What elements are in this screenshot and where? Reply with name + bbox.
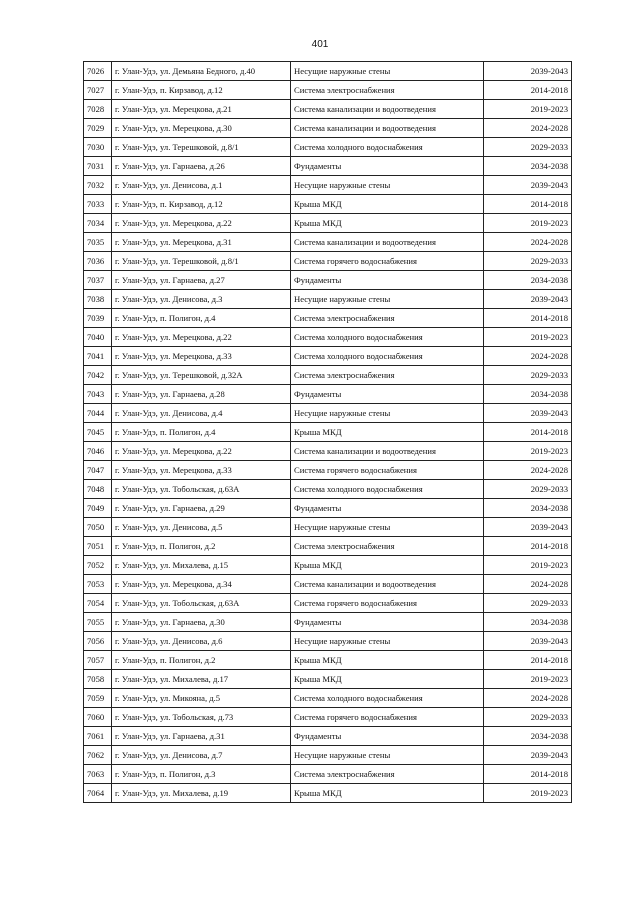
address-cell: г. Улан-Удэ, ул. Терешковой, д.8/1 [112,252,291,271]
address-cell: г. Улан-Удэ, п. Полигон, д.4 [112,423,291,442]
system-cell: Система холодного водоснабжения [291,480,484,499]
system-cell: Система холодного водоснабжения [291,689,484,708]
period-cell: 2014-2018 [484,651,572,670]
address-cell: г. Улан-Удэ, ул. Михалева, д.17 [112,670,291,689]
system-cell: Фундаменты [291,271,484,290]
period-cell: 2039-2043 [484,62,572,81]
row-number-cell: 7058 [84,670,112,689]
address-cell: г. Улан-Удэ, ул. Гарнаева, д.29 [112,499,291,518]
period-cell: 2034-2038 [484,157,572,176]
table-row [84,670,572,689]
row-number-cell: 7038 [84,290,112,309]
period-cell: 2024-2028 [484,233,572,252]
period-cell: 2039-2043 [484,746,572,765]
period-cell: 2019-2023 [484,328,572,347]
row-number-cell: 7056 [84,632,112,651]
address-cell: г. Улан-Удэ, ул. Мерецкова, д.33 [112,347,291,366]
period-cell: 2024-2028 [484,347,572,366]
row-number-cell: 7026 [84,62,112,81]
period-cell: 2014-2018 [484,765,572,784]
page-number: 401 [311,39,329,50]
period-cell: 2039-2043 [484,632,572,651]
system-cell: Система электроснабжения [291,366,484,385]
address-cell: г. Улан-Удэ, ул. Микояна, д.5 [112,689,291,708]
address-cell: г. Улан-Удэ, ул. Тобольская, д.63А [112,480,291,499]
table-row [84,290,572,309]
system-cell: Система канализации и водоотведения [291,575,484,594]
system-cell: Фундаменты [291,385,484,404]
table-row [84,233,572,252]
period-cell: 2024-2028 [484,575,572,594]
row-number-cell: 7039 [84,309,112,328]
period-cell: 2014-2018 [484,195,572,214]
table-row [84,157,572,176]
system-cell: Фундаменты [291,157,484,176]
period-cell: 2039-2043 [484,404,572,423]
table-row [84,62,572,81]
row-number-cell: 7053 [84,575,112,594]
system-cell: Фундаменты [291,613,484,632]
period-cell: 2014-2018 [484,537,572,556]
table-row [84,537,572,556]
address-cell: г. Улан-Удэ, ул. Мерецкова, д.31 [112,233,291,252]
period-cell: 2019-2023 [484,556,572,575]
table-row [84,689,572,708]
system-cell: Система канализации и водоотведения [291,100,484,119]
period-cell: 2014-2018 [484,81,572,100]
row-number-cell: 7029 [84,119,112,138]
address-cell: г. Улан-Удэ, ул. Мерецкова, д.22 [112,442,291,461]
system-cell: Система канализации и водоотведения [291,233,484,252]
system-cell: Система горячего водоснабжения [291,252,484,271]
period-cell: 2029-2033 [484,480,572,499]
address-cell: г. Улан-Удэ, п. Кирзавод, д.12 [112,195,291,214]
table-row [84,765,572,784]
address-cell: г. Улан-Удэ, п. Полигон, д.4 [112,309,291,328]
address-cell: г. Улан-Удэ, ул. Мерецкова, д.33 [112,461,291,480]
row-number-cell: 7061 [84,727,112,746]
period-cell: 2034-2038 [484,613,572,632]
registry-table [83,61,572,803]
table-row [84,632,572,651]
period-cell: 2019-2023 [484,784,572,803]
system-cell: Крыша МКД [291,556,484,575]
period-cell: 2019-2023 [484,214,572,233]
table-row [84,442,572,461]
row-number-cell: 7041 [84,347,112,366]
address-cell: г. Улан-Удэ, ул. Гарнаева, д.26 [112,157,291,176]
period-cell: 2019-2023 [484,670,572,689]
address-cell: г. Улан-Удэ, ул. Денисова, д.3 [112,290,291,309]
period-cell: 2034-2038 [484,499,572,518]
address-cell: г. Улан-Удэ, ул. Мерецкова, д.22 [112,328,291,347]
row-number-cell: 7044 [84,404,112,423]
system-cell: Система горячего водоснабжения [291,461,484,480]
row-number-cell: 7040 [84,328,112,347]
system-cell: Несущие наружные стены [291,746,484,765]
table-row [84,613,572,632]
row-number-cell: 7052 [84,556,112,575]
row-number-cell: 7034 [84,214,112,233]
system-cell: Несущие наружные стены [291,518,484,537]
system-cell: Система холодного водоснабжения [291,347,484,366]
system-cell: Крыша МКД [291,423,484,442]
address-cell: г. Улан-Удэ, ул. Денисова, д.5 [112,518,291,537]
period-cell: 2019-2023 [484,442,572,461]
table-row [84,556,572,575]
row-number-cell: 7028 [84,100,112,119]
row-number-cell: 7054 [84,594,112,613]
table-row [84,708,572,727]
address-cell: г. Улан-Удэ, ул. Михалева, д.19 [112,784,291,803]
address-cell: г. Улан-Удэ, ул. Михалева, д.15 [112,556,291,575]
table-row [84,423,572,442]
period-cell: 2039-2043 [484,290,572,309]
period-cell: 2029-2033 [484,708,572,727]
period-cell: 2039-2043 [484,518,572,537]
address-cell: г. Улан-Удэ, ул. Тобольская, д.73 [112,708,291,727]
address-cell: г. Улан-Удэ, п. Полигон, д.2 [112,537,291,556]
table-row [84,81,572,100]
row-number-cell: 7042 [84,366,112,385]
system-cell: Несущие наружные стены [291,632,484,651]
period-cell: 2034-2038 [484,727,572,746]
system-cell: Система горячего водоснабжения [291,594,484,613]
row-number-cell: 7062 [84,746,112,765]
address-cell: г. Улан-Удэ, ул. Денисова, д.7 [112,746,291,765]
table-row [84,309,572,328]
period-cell: 2029-2033 [484,138,572,157]
address-cell: г. Улан-Удэ, п. Полигон, д.2 [112,651,291,670]
row-number-cell: 7059 [84,689,112,708]
row-number-cell: 7030 [84,138,112,157]
table-row [84,651,572,670]
table-row [84,480,572,499]
address-cell: г. Улан-Удэ, ул. Гарнаева, д.30 [112,613,291,632]
table-row [84,385,572,404]
system-cell: Система холодного водоснабжения [291,328,484,347]
registry-table-body [84,62,572,803]
address-cell: г. Улан-Удэ, ул. Гарнаева, д.28 [112,385,291,404]
row-number-cell: 7051 [84,537,112,556]
row-number-cell: 7063 [84,765,112,784]
row-number-cell: 7036 [84,252,112,271]
table-row [84,176,572,195]
period-cell: 2014-2018 [484,423,572,442]
system-cell: Крыша МКД [291,195,484,214]
system-cell: Крыша МКД [291,651,484,670]
row-number-cell: 7049 [84,499,112,518]
table-row [84,328,572,347]
system-cell: Система электроснабжения [291,537,484,556]
address-cell: г. Улан-Удэ, ул. Мерецкова, д.22 [112,214,291,233]
system-cell: Система канализации и водоотведения [291,119,484,138]
row-number-cell: 7043 [84,385,112,404]
row-number-cell: 7031 [84,157,112,176]
system-cell: Фундаменты [291,499,484,518]
row-number-cell: 7047 [84,461,112,480]
address-cell: г. Улан-Удэ, ул. Денисова, д.1 [112,176,291,195]
row-number-cell: 7046 [84,442,112,461]
table-row [84,784,572,803]
address-cell: г. Улан-Удэ, ул. Терешковой, д.32А [112,366,291,385]
address-cell: г. Улан-Удэ, ул. Мерецкова, д.21 [112,100,291,119]
table-row [84,214,572,233]
table-row [84,252,572,271]
system-cell: Фундаменты [291,727,484,746]
address-cell: г. Улан-Удэ, п. Полигон, д.3 [112,765,291,784]
period-cell: 2019-2023 [484,100,572,119]
table-row [84,271,572,290]
row-number-cell: 7045 [84,423,112,442]
row-number-cell: 7064 [84,784,112,803]
row-number-cell: 7050 [84,518,112,537]
table-row [84,138,572,157]
period-cell: 2029-2033 [484,252,572,271]
row-number-cell: 7055 [84,613,112,632]
row-number-cell: 7033 [84,195,112,214]
system-cell: Несущие наружные стены [291,290,484,309]
period-cell: 2039-2043 [484,176,572,195]
table-row [84,366,572,385]
table-row [84,461,572,480]
row-number-cell: 7048 [84,480,112,499]
table-row [84,119,572,138]
period-cell: 2024-2028 [484,461,572,480]
system-cell: Несущие наружные стены [291,404,484,423]
table-row [84,575,572,594]
table-row [84,404,572,423]
row-number-cell: 7037 [84,271,112,290]
table-row [84,100,572,119]
address-cell: г. Улан-Удэ, ул. Мерецкова, д.30 [112,119,291,138]
table-row [84,727,572,746]
row-number-cell: 7060 [84,708,112,727]
period-cell: 2034-2038 [484,271,572,290]
period-cell: 2014-2018 [484,309,572,328]
row-number-cell: 7035 [84,233,112,252]
period-cell: 2034-2038 [484,385,572,404]
system-cell: Крыша МКД [291,214,484,233]
address-cell: г. Улан-Удэ, ул. Терешковой, д.8/1 [112,138,291,157]
row-number-cell: 7032 [84,176,112,195]
row-number-cell: 7057 [84,651,112,670]
address-cell: г. Улан-Удэ, ул. Мерецкова, д.34 [112,575,291,594]
system-cell: Система электроснабжения [291,81,484,100]
address-cell: г. Улан-Удэ, ул. Денисова, д.4 [112,404,291,423]
system-cell: Крыша МКД [291,784,484,803]
period-cell: 2029-2033 [484,594,572,613]
address-cell: г. Улан-Удэ, ул. Гарнаева, д.31 [112,727,291,746]
address-cell: г. Улан-Удэ, ул. Демьяна Бедного, д.40 [112,62,291,81]
table-row [84,195,572,214]
system-cell: Несущие наружные стены [291,62,484,81]
period-cell: 2024-2028 [484,689,572,708]
system-cell: Крыша МКД [291,670,484,689]
system-cell: Система электроснабжения [291,765,484,784]
period-cell: 2024-2028 [484,119,572,138]
period-cell: 2029-2033 [484,366,572,385]
system-cell: Система горячего водоснабжения [291,708,484,727]
system-cell: Система канализации и водоотведения [291,442,484,461]
table-row [84,594,572,613]
table-row [84,499,572,518]
table-row [84,518,572,537]
address-cell: г. Улан-Удэ, ул. Денисова, д.6 [112,632,291,651]
address-cell: г. Улан-Удэ, ул. Тобольская, д.63А [112,594,291,613]
row-number-cell: 7027 [84,81,112,100]
address-cell: г. Улан-Удэ, п. Кирзавод, д.12 [112,81,291,100]
system-cell: Несущие наружные стены [291,176,484,195]
system-cell: Система холодного водоснабжения [291,138,484,157]
address-cell: г. Улан-Удэ, ул. Гарнаева, д.27 [112,271,291,290]
table-row [84,347,572,366]
system-cell: Система электроснабжения [291,309,484,328]
table-row [84,746,572,765]
